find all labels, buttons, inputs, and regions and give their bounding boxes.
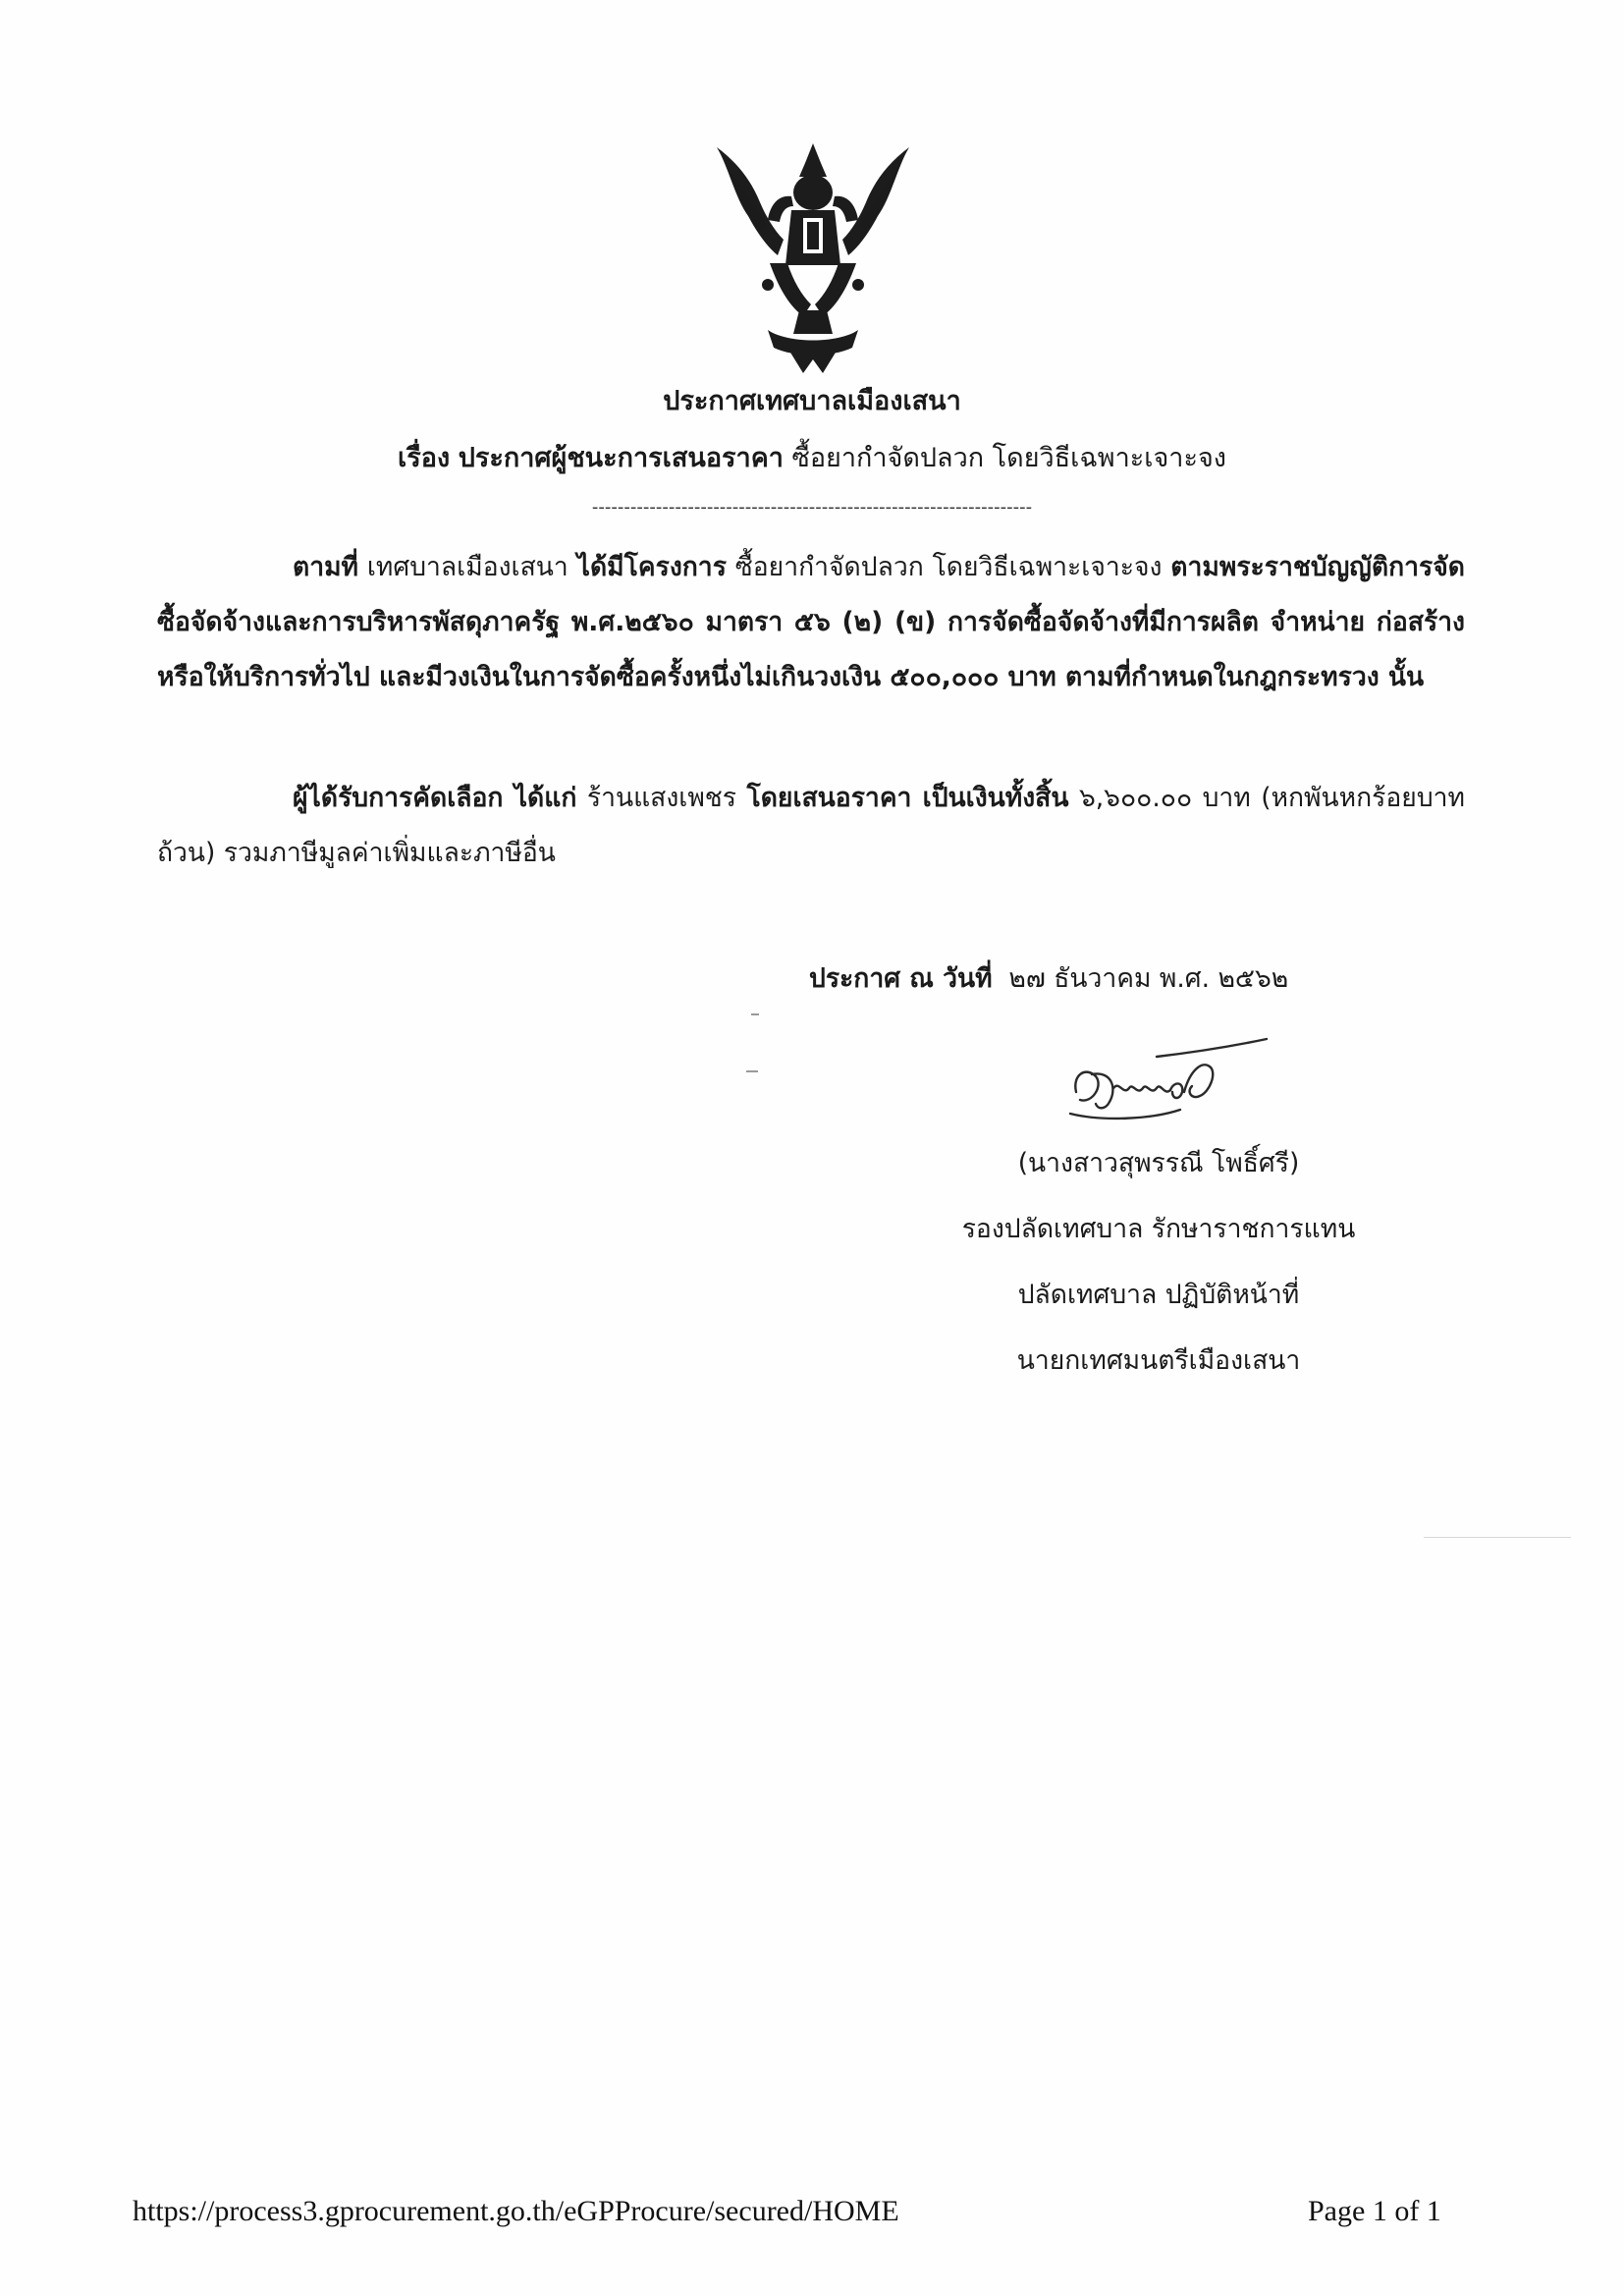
announce-date-value: ๒๗ ธันวาคม พ.ศ. ๒๕๖๒ [1008, 963, 1289, 994]
divider-rule: --------------------------------------------------------------------- [591, 497, 1033, 518]
p2-text-c: โดยเสนอราคา เป็นเงินทั้งสิ้น [746, 783, 1069, 813]
announce-date [809, 957, 1288, 999]
p1-text-a: ตามที่ [293, 552, 359, 582]
p1-text-c: ได้มีโครงการ [576, 552, 727, 582]
footer-page-number: Page 1 of 1 [1308, 2195, 1441, 2227]
subject-label: เรื่อง [398, 443, 451, 473]
subject-bold: ประกาศผู้ชนะการเสนอราคา [458, 443, 784, 473]
announce-label: ประกาศ ณ วันที่ [809, 963, 993, 994]
scan-speck [1424, 1537, 1571, 1538]
p1-project: ซื้อยากำจัดปลวก โดยวิธีเฉพาะเจาะจง [734, 552, 1163, 582]
p1-text-e: ตามพระราชบัญญัติการจัดซื้อจัดจ้างและการบริหารพัสดุภาครัฐ พ.ศ.๒๕๖๐ มาตรา ๕๖ (๒) (ข) การจัดซื้อจัดจ้างที่มีการผลิต จำหน่าย ก่อสร้าง หรือให้บริการทั่วไป และมีวงเงินในการจัดซื้อครั้งหนึ่งไม่เกินวงเงิน ๕๐๐,๐๐๐ บาท ตามที่กำหนดในกฎกระทรวง นั้น [157, 552, 1465, 692]
paragraph-2 [157, 771, 1465, 881]
paragraph-1 [157, 540, 1465, 705]
signer-position-2: ปลัดเทศบาล ปฏิบัติหน้าที่ [1017, 1280, 1300, 1310]
scan-speck [751, 1013, 759, 1015]
subject-rest: ซื้อยากำจัดปลวก โดยวิธีเฉพาะเจาะจง [791, 443, 1226, 473]
signer-position-3: นายกเทศมนตรีเมืองเสนา [1016, 1345, 1301, 1376]
signer-position-1: รองปลัดเทศบาล รักษาราชการแทน [961, 1214, 1356, 1244]
garuda-emblem-icon [709, 137, 917, 377]
p2-vendor: ร้านแสงเพชร [586, 783, 737, 813]
footer-url: https://process3.gprocurement.go.th/eGPProcure/secured/HOME [133, 2195, 899, 2227]
signer-name: (นางสาวสุพรรณี โพธิ์ศรี) [1017, 1148, 1300, 1178]
p2-amount: ๖,๖๐๐.๐๐ บาท (หกพันหกร้อยบาทถ้วน) รวมภาษีมูลค่าเพิ่มและภาษีอื่น [157, 783, 1465, 868]
document-title: ประกาศเทศบาลเมืองเสนา [663, 386, 961, 416]
scan-speck [746, 1070, 758, 1072]
p2-text-a: ผู้ได้รับการคัดเลือก ได้แก่ [293, 783, 577, 813]
p1-org: เทศบาลเมืองเสนา [366, 552, 568, 582]
document-subject [0, 436, 1624, 478]
handwritten-signature-icon [1062, 1031, 1278, 1139]
